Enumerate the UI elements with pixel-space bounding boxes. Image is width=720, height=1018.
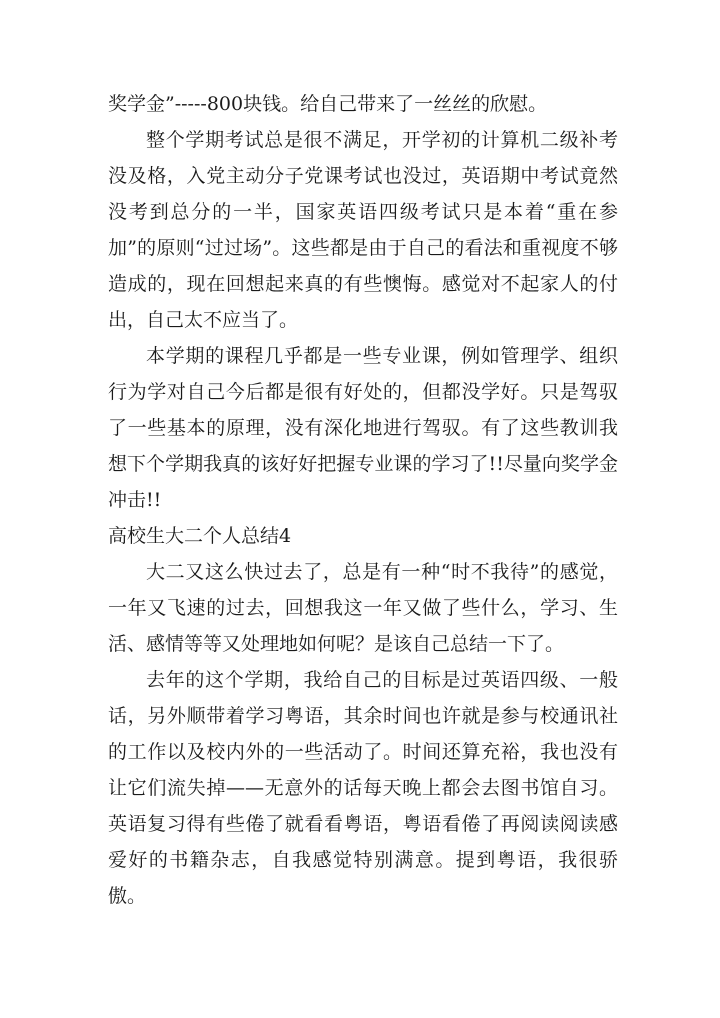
section-title: 高校生大二个人总结4 [108, 525, 292, 547]
document-body [108, 86, 618, 914]
paragraph-courses: 本学期的课程几乎都是一些专业课，例如管理学、组织行为学对自己今后都是很有好处的，但都没学好。只是驾驭了一些基本的原理，没有深化地进行驾驭。有了这些教训我想下个学期我真的该好好把握专业课的学习了!!尽量向奖学金冲击!! [108, 345, 618, 511]
paragraph-last-semester: 去年的这个学期，我给自己的目标是过英语四级、一般话，另外顺带着学习粤语，其余时间也许就是参与校通讯社的工作以及校内外的一些活动了。时间还算充裕，我也没有让它们流失掉——无意外的话每天晚上都会去图书馆自习。英语复习得有些倦了就看看粤语，粤语看倦了再阅读阅读感爱好的书籍杂志，自我感觉特别满意。提到粤语，我很骄傲。 [108, 669, 618, 907]
paragraph-continuation: 奖学金”-----800块钱。给自己带来了一丝丝的欣慰。 [108, 93, 548, 115]
paragraph-exams: 整个学期考试总是很不满足，开学初的计算机二级补考没及格，入党主动分子党课考试也没过，英语期中考试竟然没考到总分的一半，国家英语四级考试只是本着“重在参加”的原则“过过场”。这些都是由于自己的看法和重视度不够造成的，现在回想起来真的有些懊悔。感觉对不起家人的付出，自己太不应当了。 [108, 129, 618, 331]
paragraph-sophomore-intro: 大二又这么快过去了，总是有一种“时不我待”的感觉，一年又飞速的过去，回想我这一年又做了些什么，学习、生活、感情等等又处理地如何呢？是该自己总结一下了。 [108, 561, 618, 655]
